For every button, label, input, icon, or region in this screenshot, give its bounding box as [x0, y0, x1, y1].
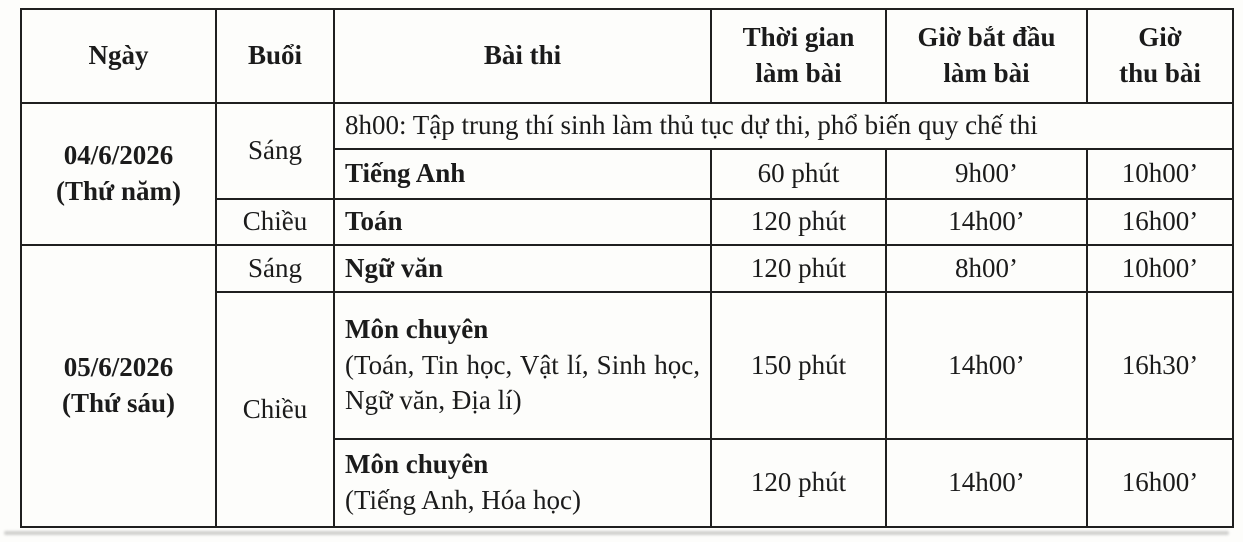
cell-exam-tieng-anh: Tiếng Anh [334, 149, 711, 199]
cell-duration-tieng-anh: 60 phút [711, 149, 886, 199]
mon-chuyen-1-subjects: (Toán, Tin học, Vật lí, Sinh học, Ngữ văn, Địa lí) [345, 349, 700, 416]
header-exam-label: Bài thi [483, 40, 562, 71]
header-session [216, 9, 334, 103]
cell-start-mon-chuyen-1: 14h00’ [886, 292, 1087, 439]
day2-date: 05/6/2026 [63, 352, 174, 383]
cell-start-mon-chuyen-2: 14h00’ [886, 439, 1087, 527]
cell-duration-ngu-van: 120 phút [711, 245, 886, 292]
header-session-label: Buổi [247, 40, 303, 71]
cell-collect-toan: 16h00’ [1087, 199, 1233, 245]
header-date [21, 9, 216, 103]
cell-exam-toan: Toán [334, 199, 711, 245]
cell-start-toan: 14h00’ [886, 199, 1087, 245]
cell-exam-mon-chuyen-2: Môn chuyên (Tiếng Anh, Hóa học) [334, 439, 711, 527]
cell-start-ngu-van: 8h00’ [886, 245, 1087, 292]
cell-procedure-note: 8h00: Tập trung thí sinh làm thủ tục dự thi, phổ biến quy chế thi [334, 103, 1233, 149]
cell-collect-tieng-anh: 10h00’ [1087, 149, 1233, 199]
header-exam [334, 9, 711, 103]
row-day1-procedure [21, 103, 1233, 149]
cell-duration-mon-chuyen-2: 120 phút [711, 439, 886, 527]
mon-chuyen-2-subjects: (Tiếng Anh, Hóa học) [345, 485, 581, 515]
cell-day2-morning: Sáng [216, 245, 334, 292]
day1-date: 04/6/2026 [63, 140, 174, 171]
cell-exam-ngu-van: Ngữ văn [334, 245, 711, 292]
cell-collect-ngu-van: 10h00’ [1087, 245, 1233, 292]
header-start-time: Giờ bắt đầu làm bài [886, 9, 1087, 103]
cell-start-tieng-anh: 9h00’ [886, 149, 1087, 199]
exam-schedule-table [20, 8, 1234, 528]
cell-collect-mon-chuyen-1: 16h30’ [1087, 292, 1233, 439]
header-date-label: Ngày [88, 40, 149, 71]
cell-day2-afternoon: Chiều [216, 292, 334, 527]
cell-duration-toan: 120 phút [711, 199, 886, 245]
header-duration: Thời gian làm bài [711, 9, 886, 103]
cell-day1-afternoon: Chiều [216, 199, 334, 245]
day1-weekday: (Thứ năm) [56, 176, 181, 206]
cell-day1-date [21, 103, 216, 245]
header-collect-time: Giờ thu bài [1087, 9, 1233, 103]
cell-exam-mon-chuyen-1: Môn chuyên (Toán, Tin học, Vật lí, Sinh học, Ngữ văn, Địa lí) [334, 292, 711, 439]
header-row [21, 9, 1233, 103]
cell-day2-date [21, 245, 216, 527]
cell-collect-mon-chuyen-2: 16h00’ [1087, 439, 1233, 527]
day2-weekday: (Thứ sáu) [62, 388, 175, 418]
cell-day1-morning: Sáng [216, 103, 334, 199]
row-ngu-van [21, 245, 1233, 292]
cell-duration-mon-chuyen-1: 150 phút [711, 292, 886, 439]
scan-shadow-artifact [4, 531, 1229, 535]
